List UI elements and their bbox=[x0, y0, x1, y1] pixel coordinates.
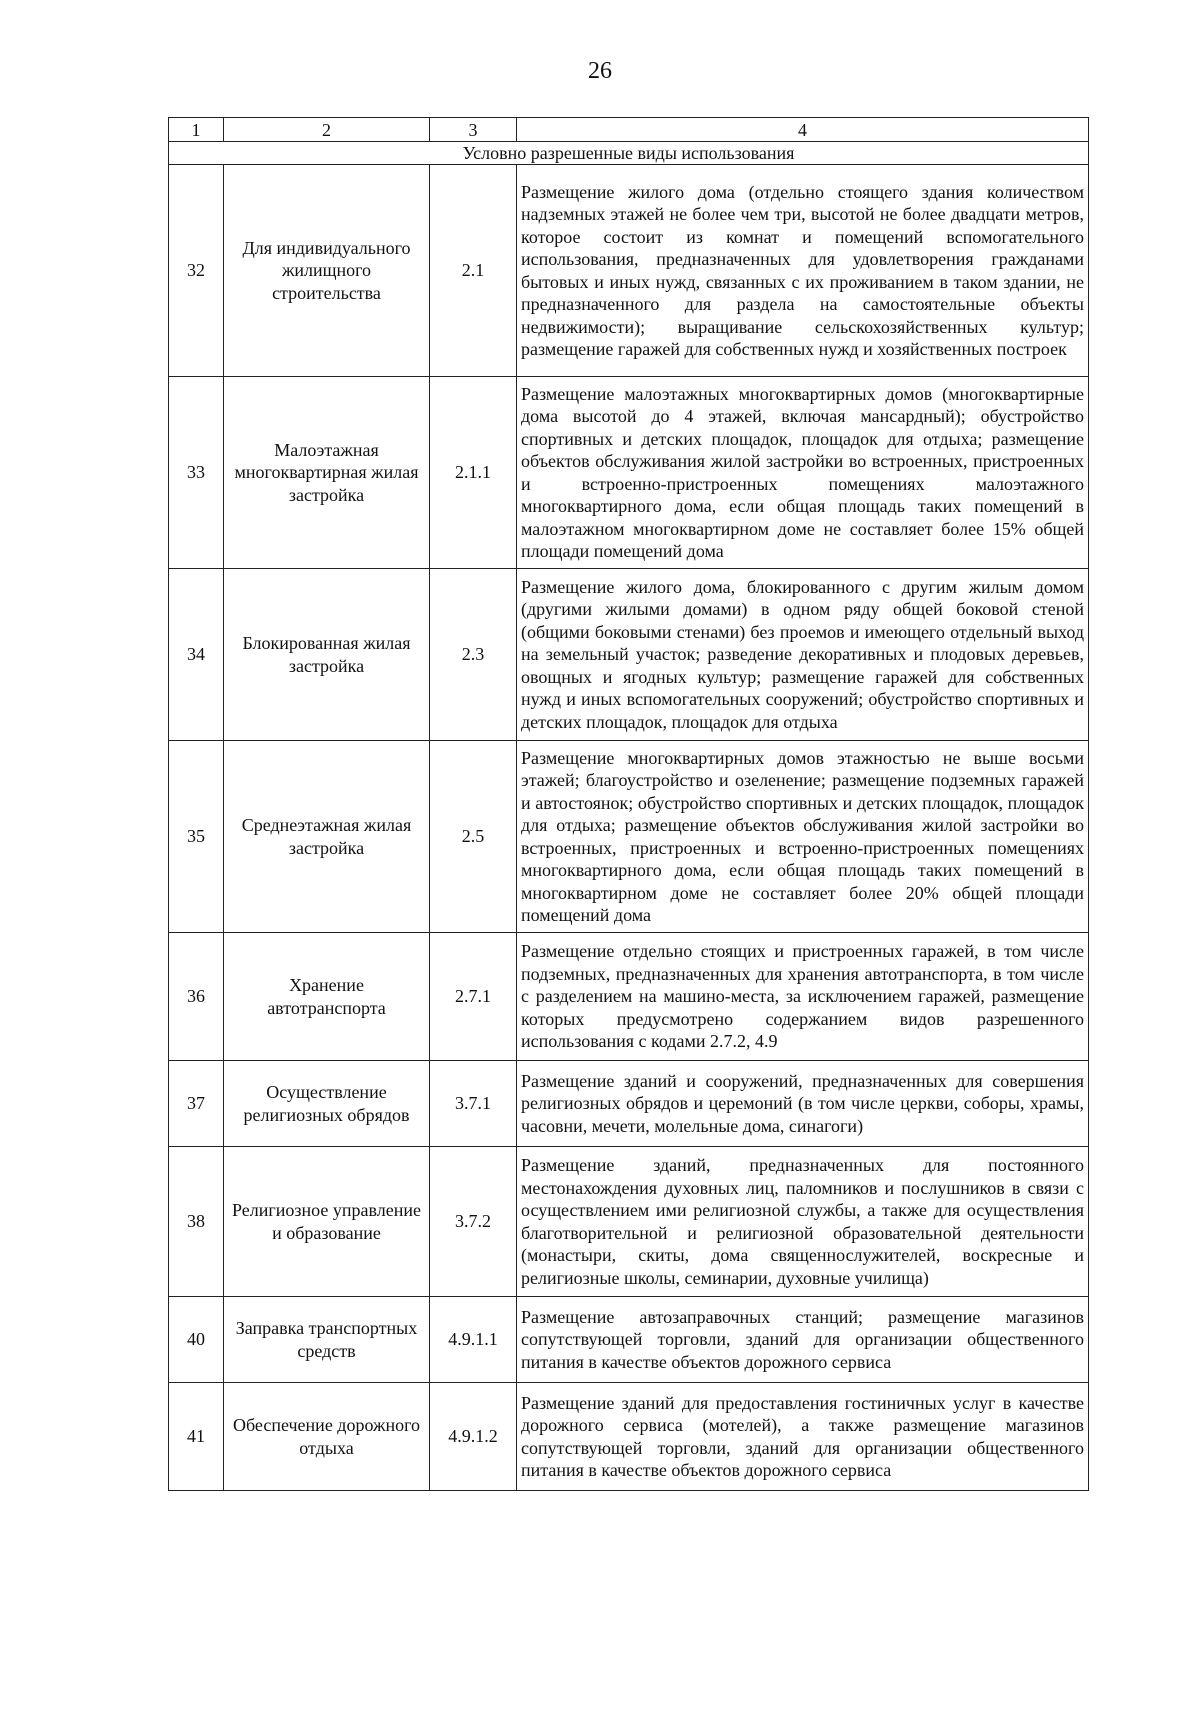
land-use-code: 2.5 bbox=[430, 741, 517, 933]
header-cell-3: 3 bbox=[430, 118, 517, 142]
land-use-code: 3.7.1 bbox=[430, 1061, 517, 1147]
land-use-code: 3.7.2 bbox=[430, 1147, 517, 1297]
header-cell-2: 2 bbox=[224, 118, 430, 142]
land-use-code: 4.9.1.2 bbox=[430, 1383, 517, 1491]
table-row bbox=[169, 377, 1089, 569]
row-number: 41 bbox=[169, 1383, 224, 1491]
row-number: 36 bbox=[169, 933, 224, 1061]
row-number: 32 bbox=[169, 165, 224, 377]
land-use-description: Размещение многоквартирных домов этажностью не выше восьми этажей; благоустройство и озеленение; размещение подземных гаражей и автостоянок; обустройство спортивных и детских площадок, площадок для отдыха; размещение объектов обслуживания жилой застройки во встроенных, пристроенных и встроенно-пристроенных помещениях многоквартирного дома, если общая площадь таких помещений в многоквартирном доме не составляет более 20% общей площади помещений дома bbox=[517, 741, 1089, 933]
land-use-name: Блокированная жилая застройка bbox=[224, 569, 430, 741]
land-use-name: Малоэтажная многоквартирная жилая застройка bbox=[224, 377, 430, 569]
land-use-code: 2.3 bbox=[430, 569, 517, 741]
table-row bbox=[169, 933, 1089, 1061]
land-use-code: 2.1 bbox=[430, 165, 517, 377]
row-number: 33 bbox=[169, 377, 224, 569]
row-number: 40 bbox=[169, 1297, 224, 1383]
land-use-description: Размещение зданий для предоставления гостиничных услуг в качестве дорожного сервиса (мотелей), а также размещение магазинов сопутствующей торговли, зданий для организации общественного питания в качестве объектов дорожного сервиса bbox=[517, 1383, 1089, 1491]
land-use-description: Размещение жилого дома (отдельно стоящего здания количеством надземных этажей не более чем три, высотой не более двадцати метров, которое состоит из комнат и помещений вспомогательного использования, предназначенных для удовлетворения гражданами бытовых и иных нужд, связанных с их проживанием в таком здании, не предназначенного для раздела на самостоятельные объекты недвижимости); выращивание сельскохозяйственных культур; размещение гаражей для собственных нужд и хозяйственных построек bbox=[517, 165, 1089, 377]
table-row bbox=[169, 569, 1089, 741]
land-use-name: Осуществление религиозных обрядов bbox=[224, 1061, 430, 1147]
page-number: 26 bbox=[588, 58, 612, 84]
land-use-description: Размещение малоэтажных многоквартирных домов (многоквартирные дома высотой до 4 этажей, включая мансардный); обустройство спортивных и детских площадок, площадок для отдыха; размещение объектов обслуживания жилой застройки во встроенных, пристроенных и встроенно-пристроенных помещениях малоэтажного многоквартирного дома, если общая площадь таких помещений в малоэтажном многоквартирном доме не составляет более 15% общей площади помещений дома bbox=[517, 377, 1089, 569]
table-row bbox=[169, 1383, 1089, 1491]
header-cell-4: 4 bbox=[517, 118, 1089, 142]
section-title: Условно разрешенные виды использования bbox=[169, 142, 1089, 165]
table-row bbox=[169, 1297, 1089, 1383]
row-number: 34 bbox=[169, 569, 224, 741]
table-row bbox=[169, 1061, 1089, 1147]
table-row bbox=[169, 165, 1089, 377]
land-use-description: Размещение жилого дома, блокированного с другим жилым домом (другими жилыми домами) в одном ряду общей боковой стеной (общими боковыми стенами) без проемов и имеющего отдельный выход на земельный участок; разведение декоративных и плодовых деревьев, овощных и ягодных культур; размещение гаражей для собственных нужд и иных вспомогательных сооружений; обустройство спортивных и детских площадок, площадок для отдыха bbox=[517, 569, 1089, 741]
land-use-description: Размещение зданий, предназначенных для постоянного местонахождения духовных лиц, паломников и послушников в связи с осуществлением ими религиозной службы, а также для осуществления благотворительной и религиозной образовательной деятельности (монастыри, скиты, дома священнослужителей, воскресные и религиозные школы, семинарии, духовные училища) bbox=[517, 1147, 1089, 1297]
land-use-name: Заправка транспортных средств bbox=[224, 1297, 430, 1383]
land-use-code: 2.7.1 bbox=[430, 933, 517, 1061]
land-use-description: Размещение зданий и сооружений, предназначенных для совершения религиозных обрядов и церемоний (в том числе церкви, соборы, храмы, часовни, мечети, молельные дома, синагоги) bbox=[517, 1061, 1089, 1147]
land-use-name: Обеспечение дорожного отдыха bbox=[224, 1383, 430, 1491]
land-use-code: 4.9.1.1 bbox=[430, 1297, 517, 1383]
header-cell-1: 1 bbox=[169, 118, 224, 142]
table-row bbox=[169, 1147, 1089, 1297]
land-use-name: Среднеэтажная жилая застройка bbox=[224, 741, 430, 933]
land-use-code: 2.1.1 bbox=[430, 377, 517, 569]
header-row bbox=[169, 118, 1089, 142]
row-number: 35 bbox=[169, 741, 224, 933]
land-use-description: Размещение автозаправочных станций; размещение магазинов сопутствующей торговли, зданий для организации общественного питания в качестве объектов дорожного сервиса bbox=[517, 1297, 1089, 1383]
section-row bbox=[169, 142, 1089, 165]
land-use-name: Религиозное управление и образование bbox=[224, 1147, 430, 1297]
row-number: 38 bbox=[169, 1147, 224, 1297]
land-use-name: Хранение автотранспорта bbox=[224, 933, 430, 1061]
land-use-table bbox=[168, 117, 1089, 1491]
row-number: 37 bbox=[169, 1061, 224, 1147]
land-use-name: Для индивидуального жилищного строительства bbox=[224, 165, 430, 377]
land-use-description: Размещение отдельно стоящих и пристроенных гаражей, в том числе подземных, предназначенных для хранения автотранспорта, в том числе с разделением на машино-места, за исключением гаражей, размещение которых предусмотрено содержанием видов разрешенного использования с кодами 2.7.2, 4.9 bbox=[517, 933, 1089, 1061]
table-row bbox=[169, 741, 1089, 933]
